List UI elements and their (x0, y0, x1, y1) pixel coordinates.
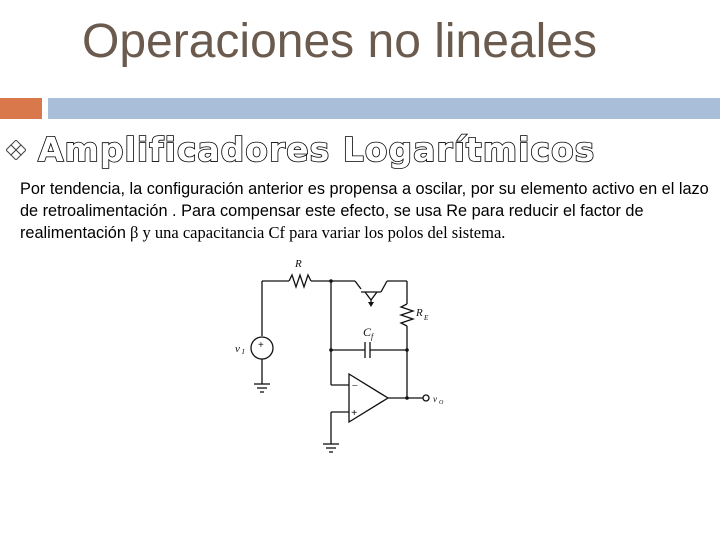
transistor-symbol (355, 281, 361, 289)
section-heading: Amplificadores Logarítmicos (38, 130, 596, 169)
label-opamp-minus: − (351, 380, 359, 392)
log-amplifier-circuit-diagram (225, 252, 455, 462)
label-vo-sub: O (439, 400, 444, 406)
label-RE: R (416, 307, 423, 319)
page-title: Operaciones no lineales (82, 15, 597, 68)
resistor-RE-symbol (401, 304, 413, 326)
label-vo: v (433, 394, 437, 404)
label-vi: v (235, 343, 240, 355)
label-R: R (295, 258, 302, 270)
resistor-R-symbol (289, 275, 311, 287)
label-Cf: C (363, 325, 372, 339)
output-terminal-icon (423, 395, 429, 401)
diamond-bullet-icon (6, 140, 26, 160)
label-RE-sub: E (424, 314, 429, 322)
label-vi-sub: I (242, 348, 245, 356)
body-text-serif: β y una capacitancia Cf para variar los polos del sistema. (125, 223, 506, 242)
body-text-sans: Por tendencia, la configuración anterior es propensa a oscilar, por su elemento activo en el lazo de retroalimentación . Para compensar este efecto, se usa Re para reducir el factor de realimentación (20, 180, 709, 242)
label-Cf-sub: f (371, 332, 374, 341)
body-paragraph (20, 178, 716, 244)
accent-bar-orange (0, 98, 42, 119)
label-source-plus: + (258, 340, 264, 351)
label-opamp-plus: + (351, 407, 358, 419)
accent-bar-blue (48, 98, 720, 119)
